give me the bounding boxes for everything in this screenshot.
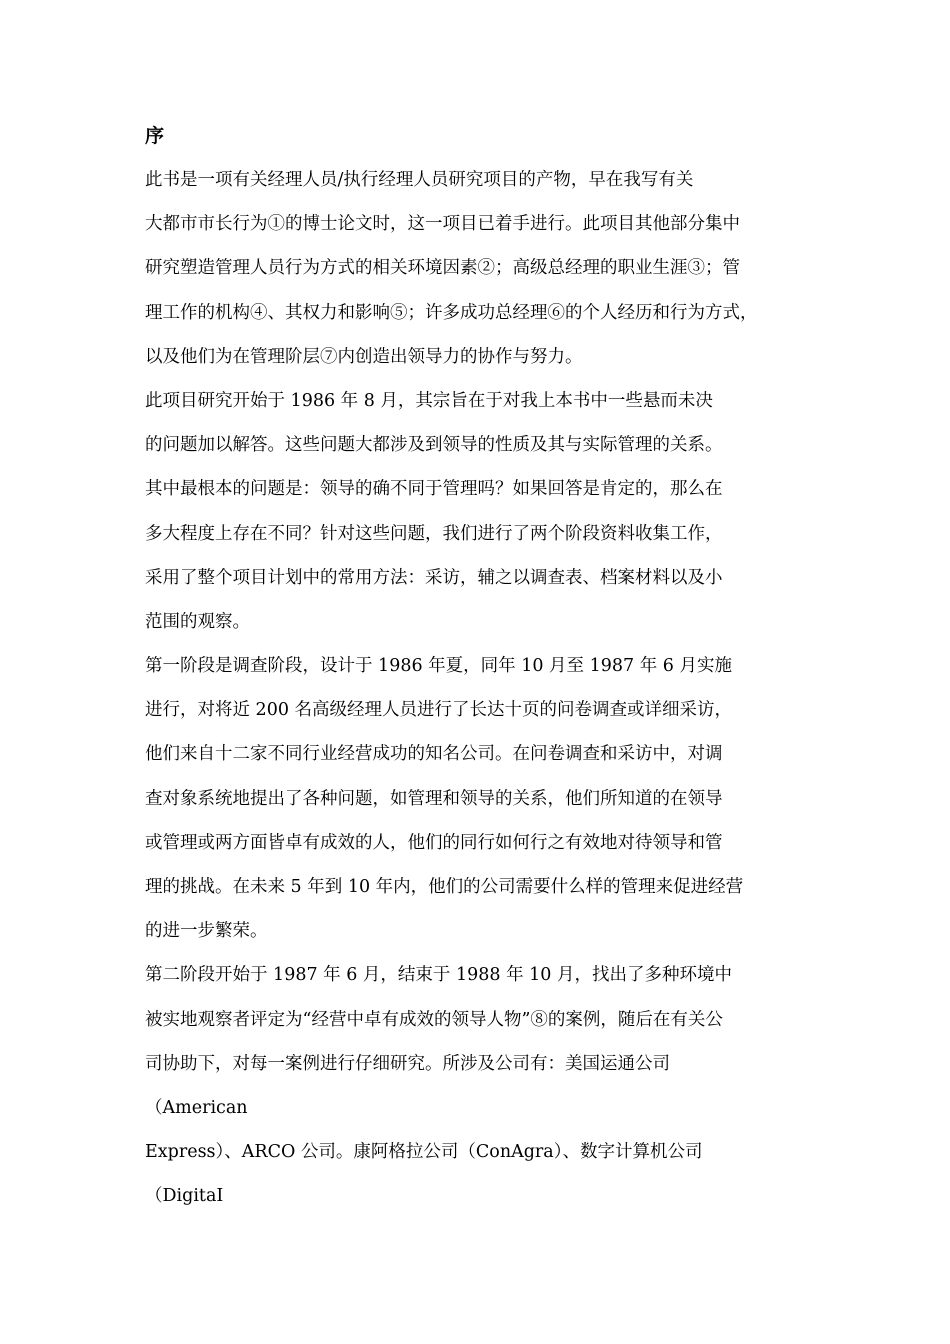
- text-line: 理工作的机构④、其权力和影响⑤；许多成功总经理⑥的个人经历和行为方式，: [145, 302, 758, 323]
- text-line: 被实地观察者评定为“经营中卓有成效的领导人物”⑧的案例，随后在有关公: [145, 1009, 723, 1030]
- text-line: 第一阶段是调查阶段，设计于 1986 年夏，同年 10 月至 1987 年 6 月实施: [145, 656, 732, 677]
- text-line: Express）、ARCO 公司。康阿格拉公司（ConAgra）、数字计算机公司: [145, 1142, 703, 1163]
- text-line: 此项目研究开始于 1986 年 8 月，其宗旨在于对我上本书中一些悬而未决: [145, 390, 713, 411]
- text-line: 以及他们为在管理阶层⑦内创造出领导力的协作与努力。: [145, 346, 583, 367]
- text-line: 采用了整个项目计划中的常用方法：采访，辅之以调查表、档案材料以及小: [145, 567, 723, 588]
- text-line: 此书是一项有关经理人员/执行经理人员研究项目的产物，早在我写有关: [145, 170, 694, 190]
- text-line: （American: [145, 1097, 248, 1118]
- text-line: 第二阶段开始于 1987 年 6 月，结束于 1988 年 10 月，找出了多种环境中: [145, 965, 732, 986]
- text-line: 理的挑战。在未来 5 年到 10 年内，他们的公司需要什么样的管理来促进经营: [145, 877, 744, 897]
- text-line: 或管理或两方面皆卓有成效的人，他们的同行如何行之有效地对待领导和管: [145, 832, 723, 853]
- section-heading: 序: [145, 125, 165, 147]
- text-line: 司协助下，对每一案例进行仔细研究。所涉及公司有：美国运通公司: [145, 1053, 670, 1074]
- text-line: 多大程度上存在不同？针对这些问题，我们进行了两个阶段资料收集工作，: [145, 523, 723, 544]
- text-line: （DigitaI: [145, 1186, 224, 1207]
- text-line: 他们来自十二家不同行业经营成功的知名公司。在问卷调查和采访中，对调: [145, 744, 723, 765]
- text-line: 进行，对将近 200 名高级经理人员进行了长达十页的问卷调查或详细采访，: [145, 700, 733, 721]
- text-line: 的进一步繁荣。: [145, 921, 268, 942]
- text-line: 的问题加以解答。这些问题大都涉及到领导的性质及其与实际管理的关系。: [145, 435, 723, 456]
- text-line: 其中最根本的问题是：领导的确不同于管理吗？如果回答是肯定的，那么在: [145, 479, 723, 500]
- text-line: 研究塑造管理人员行为方式的相关环境因素②；高级总经理的职业生涯③；管: [145, 258, 740, 279]
- text-line: 查对象系统地提出了各种问题，如管理和领导的关系，他们所知道的在领导: [145, 788, 723, 809]
- text-line: 大都市市长行为①的博士论文时，这一项目已着手进行。此项目其他部分集中: [145, 214, 740, 235]
- text-line: 范围的观察。: [145, 611, 250, 632]
- body-text: [145, 166, 805, 1227]
